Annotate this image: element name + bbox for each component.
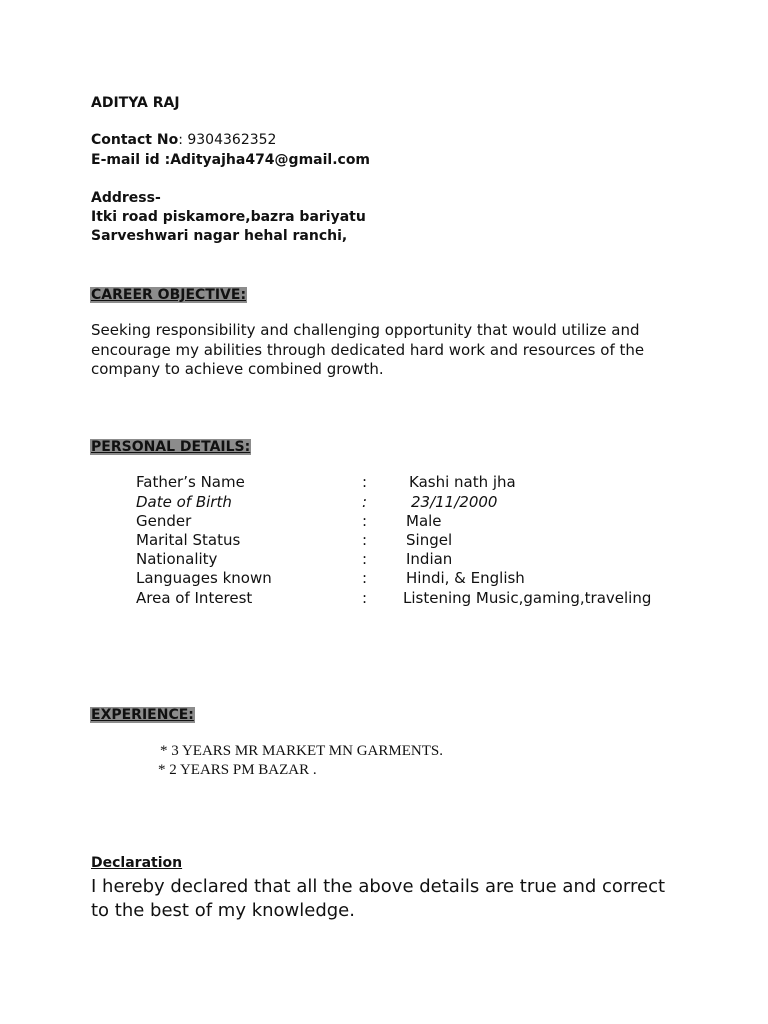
- experience-section: [90, 704, 195, 725]
- contact-label: Contact No: [91, 132, 179, 148]
- detail-value: Kashi nath jha: [409, 473, 516, 491]
- declaration-text: I hereby declared that all the above details are true and correct to the best of my knowledge.: [91, 876, 666, 921]
- detail-label: Father’s Name: [136, 473, 245, 491]
- detail-value: Indian: [406, 550, 453, 568]
- experience-item: * 3 YEARS MR MARKET MN GARMENTS.: [160, 743, 443, 759]
- detail-label: Gender: [136, 512, 192, 530]
- address-label: Address-: [91, 190, 161, 206]
- career-objective-section: [90, 284, 247, 305]
- detail-value: Singel: [406, 531, 453, 549]
- detail-value: 23/11/2000: [411, 493, 498, 511]
- detail-label: Languages known: [136, 569, 272, 587]
- detail-value: Male: [406, 512, 442, 530]
- detail-separator: :: [362, 473, 368, 491]
- detail-label: Area of Interest: [136, 589, 253, 607]
- detail-separator: :: [362, 550, 368, 568]
- contact-value: : 9304362352: [178, 132, 277, 148]
- detail-label: Date of Birth: [136, 493, 232, 511]
- detail-separator: :: [362, 531, 368, 549]
- email-label: E-mail id :: [91, 152, 171, 168]
- detail-label: Nationality: [136, 550, 218, 568]
- detail-label: Marital Status: [136, 531, 241, 549]
- candidate-name: ADITYA RAJ: [91, 95, 180, 111]
- declaration-heading: Declaration: [91, 855, 183, 871]
- experience-heading: EXPERIENCE:: [91, 707, 194, 723]
- personal-details-section: [90, 436, 251, 457]
- email-value: Adityajha474@gmail.com: [170, 152, 371, 168]
- career-objective-heading: CAREER OBJECTIVE:: [91, 287, 247, 303]
- detail-value: Hindi, & English: [406, 569, 525, 587]
- experience-item: * 2 YEARS PM BAZAR .: [158, 762, 317, 778]
- address-line-2: Sarveshwari nagar hehal ranchi,: [91, 228, 348, 244]
- personal-details-heading: PERSONAL DETAILS:: [91, 439, 251, 455]
- detail-value: Listening Music,gaming,traveling: [403, 589, 652, 607]
- address-line-1: Itki road piskamore,bazra bariyatu: [91, 209, 366, 225]
- email-line: [91, 151, 370, 170]
- detail-separator: :: [362, 589, 368, 607]
- detail-separator: :: [362, 512, 368, 530]
- career-objective-text: Seeking responsibility and challenging opportunity that would utilize and encourage my abilities through dedicated hard work and resources of the company to achieve combined growth.: [91, 321, 645, 378]
- contact-line: [91, 131, 276, 150]
- detail-separator: :: [362, 569, 368, 587]
- detail-separator: :: [362, 493, 368, 511]
